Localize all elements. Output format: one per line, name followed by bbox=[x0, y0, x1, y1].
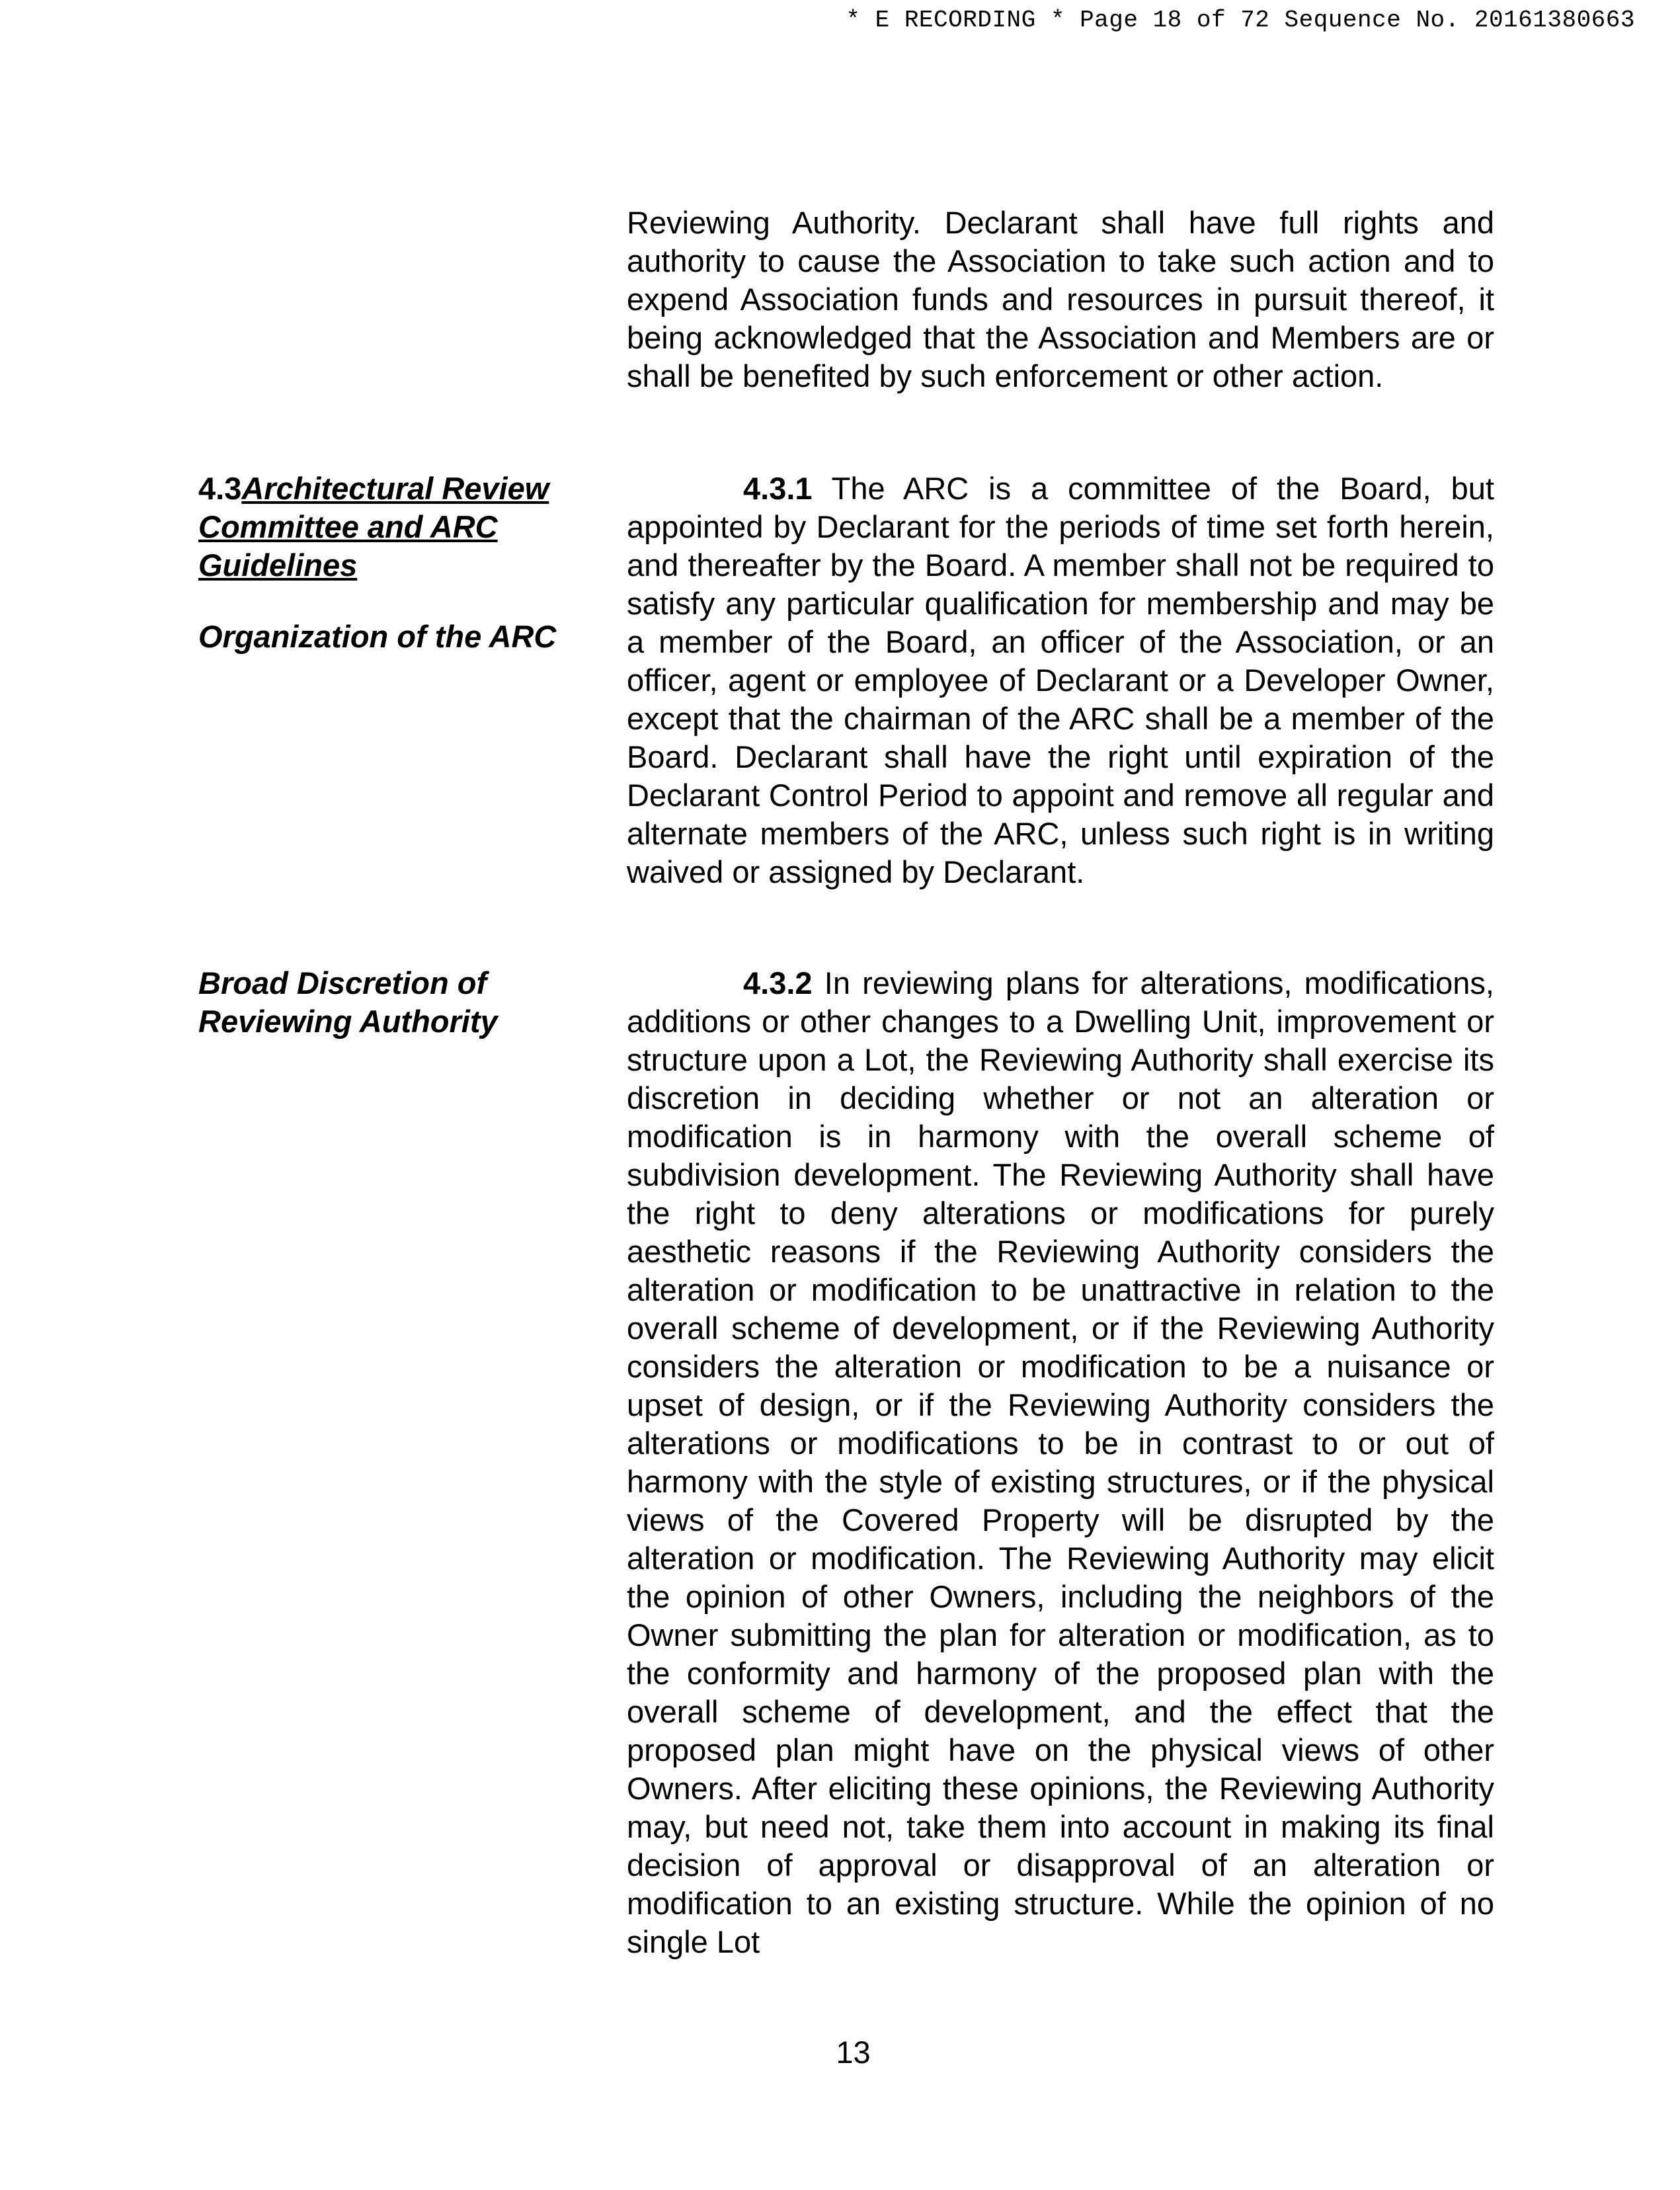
paragraph-4-3-1 bbox=[627, 469, 1494, 891]
section-4-3-heading bbox=[198, 469, 595, 585]
broad-discretion-caption: Broad Discretion of Reviewing Authority bbox=[198, 965, 498, 1039]
recording-header: * E RECORDING * Page 18 of 72 Sequence No. 20161380663 bbox=[846, 7, 1635, 34]
continuation-paragraph: Reviewing Authority. Declarant shall have full rights and authority to cause the Association to take such action and to expend Association funds and resources in pursuit thereof, it being acknowledged that the Association and Members are or shall be benefited by such enforcement or other action. bbox=[627, 205, 1494, 393]
paragraph-4-3-2-text: In reviewing plans for alterations, modifications, additions or other changes to a Dwelling Unit, improvement or structure upon a Lot, the Reviewing Authority shall exercise its discretion in deciding whether or not an alteration or modification is in harmony with the overall scheme of subdivision development. The Reviewing Authority shall have the right to deny alterations or modifications for purely aesthetic reasons if the Reviewing Authority considers the alteration or modification to be unattractive in relation to the overall scheme of development, or if the Reviewing Authority considers the alteration or modification to be a nuisance or upset of design, or if the Reviewing Authority considers the alterations or modifications to be in contrast to or out of harmony with the style of existing structures, or if the physical views of the Covered Property will be disrupted by the alteration or modification. The Reviewing Authority may elicit the opinion of other Owners, including the neighbors of the Owner submitting the plan for alteration or modification, as to the conformity and harmony of the proposed plan with the overall scheme of development, and the effect that the proposed plan might have on the physical views of other Owners. After eliciting these opinions, the Reviewing Authority may, but need not, take them into account in making its final decision of approval or disapproval of an alteration or modification to an existing structure. While the opinion of no single Lot bbox=[627, 965, 1494, 1959]
page-number: 13 bbox=[836, 2035, 871, 2070]
organization-subheading: Organization of the ARC bbox=[198, 619, 557, 654]
paragraph-4-3-1-text: The ARC is a committee of the Board, but appointed by Declarant for the periods of time set forth herein, and thereafter by the Board. A member shall not be required to satisfy any particular qualification for membership and may be a member of the Board, an officer of the Association, or an officer, agent or employee of Declarant or a Developer Owner, except that the chairman of the ARC shall be a member of the Board. Declarant shall have the right until expiration of the Declarant Control Period to appoint and remove all regular and alternate members of the ARC, unless such right is in writing waived or assigned by Declarant. bbox=[627, 471, 1494, 889]
paragraph-4-3-1-number: 4.3.1 bbox=[743, 471, 813, 506]
section-4-3-number: 4.3 bbox=[198, 471, 242, 506]
section-4-3-title: Architectural Review Committee and ARC Guidelines bbox=[198, 471, 549, 583]
paragraph-4-3-2-number: 4.3.2 bbox=[743, 965, 813, 1000]
paragraph-4-3-2 bbox=[627, 964, 1494, 1961]
